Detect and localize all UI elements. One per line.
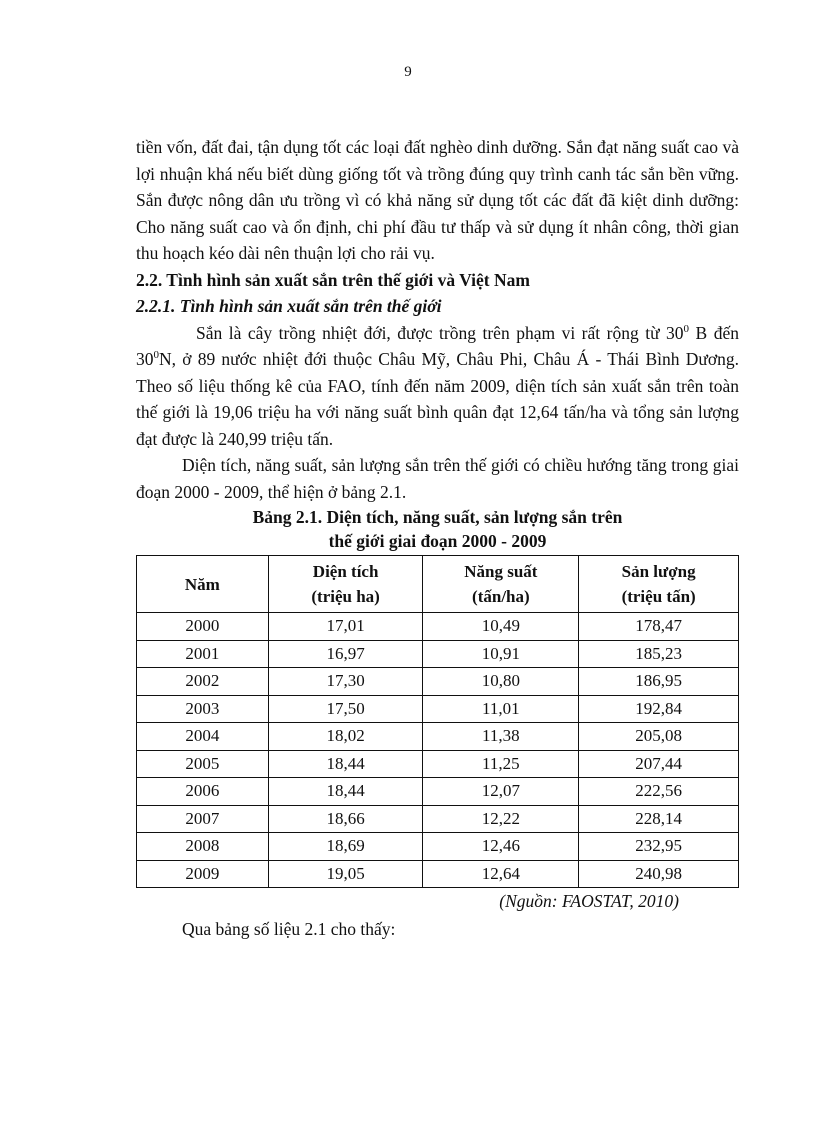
table-cell: 10,49 <box>423 613 579 641</box>
table-cell: 17,01 <box>268 613 423 641</box>
table-cell: 232,95 <box>579 833 739 861</box>
table-cell: 2003 <box>137 695 269 723</box>
table-cell: 18,02 <box>268 723 423 751</box>
table-cell: 205,08 <box>579 723 739 751</box>
table-cell: 18,44 <box>268 750 423 778</box>
table-cell: 11,38 <box>423 723 579 751</box>
table-cell: 11,01 <box>423 695 579 723</box>
table-cell: 2004 <box>137 723 269 751</box>
table-row <box>137 805 739 833</box>
table-row <box>137 833 739 861</box>
table-cell: 222,56 <box>579 778 739 806</box>
table-cell: 17,30 <box>268 668 423 696</box>
table-cell: 2009 <box>137 860 269 888</box>
table-cell: 12,64 <box>423 860 579 888</box>
header-output: Sản lượng (triệu tấn) <box>579 556 739 613</box>
paragraph-cassava-overview: Sắn là cây trồng nhiệt đới, được trồng trên phạm vi rất rộng từ $30^0$ B đến $30^0N$, ở 89 nước nhiệt đới thuộc Châu Mỹ, Châu Phi, Châu Á - Thái Bình Dương. Theo số liệu thống kê của FAO, tính đến năm 2009, diện tích sản xuất sắn trên toàn thế giới là 19,06 triệu ha với năng suất bình quân đạt 12,64 tấn/ha và tổng sản lượng đạt được là 240,99 triệu tấn. <box>136 322 739 449</box>
header-area: Diện tích (triệu ha) <box>268 556 423 613</box>
table-cell: 12,46 <box>423 833 579 861</box>
header-year: Năm <box>137 556 269 613</box>
document-body <box>136 134 739 943</box>
table-cell: 2006 <box>137 778 269 806</box>
page-number: 9 <box>404 64 412 80</box>
table-row <box>137 750 739 778</box>
table-cell: 186,95 <box>579 668 739 696</box>
table-cell: 12,07 <box>423 778 579 806</box>
cassava-production-table <box>136 555 739 888</box>
table-cell: 178,47 <box>579 613 739 641</box>
table-cell: 10,80 <box>423 668 579 696</box>
section-heading-2-2: 2.2. Tình hình sản xuất sắn trên thế giới và Việt Nam <box>136 269 530 290</box>
table-cell: 10,91 <box>423 640 579 668</box>
table-header-row <box>137 556 739 613</box>
table-caption-line2: thế giới giai đoạn 2000 - 2009 <box>328 531 547 551</box>
paragraph-trend: Diện tích, năng suất, sản lượng sắn trên thế giới có chiều hướng tăng trong giai đoạn 2000 - 2009, thể hiện ở bảng 2.1. <box>136 455 739 502</box>
table-cell: 18,66 <box>268 805 423 833</box>
table-row <box>137 640 739 668</box>
table-cell: 240,98 <box>579 860 739 888</box>
table-source: (Nguồn: FAOSTAT, 2010) <box>499 891 679 911</box>
table-cell: 19,05 <box>268 860 423 888</box>
paragraph-closing: Qua bảng số liệu 2.1 cho thấy: <box>182 919 396 939</box>
table-row <box>137 668 739 696</box>
table-cell: 11,25 <box>423 750 579 778</box>
table-row <box>137 723 739 751</box>
paragraph-continuation: tiền vốn, đất đai, tận dụng tốt các loại đất nghèo dinh dưỡng. Sắn đạt năng suất cao và lợi nhuận khá nếu biết dùng giống tốt và trồng đúng quy trình canh tác sắn bền vững. Sắn được nông dân ưu trồng vì có khả năng sử dụng tốt các đất đã kiệt dinh dưỡng: Cho năng suất cao và ổn định, chi phí đầu tư thấp và sử dụng ít nhân công, thời gian thu hoạch kéo dài nên thuận lợi cho rải vụ. <box>136 137 739 263</box>
header-yield: Năng suất (tấn/ha) <box>423 556 579 613</box>
table-cell: 2007 <box>137 805 269 833</box>
table-cell: 192,84 <box>579 695 739 723</box>
table-cell: 2002 <box>137 668 269 696</box>
table-cell: 2000 <box>137 613 269 641</box>
table-row <box>137 778 739 806</box>
table-cell: 12,22 <box>423 805 579 833</box>
table-caption-line1: Bảng 2.1. Diện tích, năng suất, sản lượng sắn trên <box>252 507 623 527</box>
table-cell: 2008 <box>137 833 269 861</box>
table-cell: 207,44 <box>579 750 739 778</box>
table-cell: 18,69 <box>268 833 423 861</box>
subsection-heading-2-2-1: 2.2.1. Tình hình sản xuất sắn trên thế giới <box>136 296 442 316</box>
table-cell: 2005 <box>137 750 269 778</box>
table-cell: 185,23 <box>579 640 739 668</box>
table-row <box>137 613 739 641</box>
table-cell: 2001 <box>137 640 269 668</box>
table-row <box>137 860 739 888</box>
table-row <box>137 695 739 723</box>
table-cell: 16,97 <box>268 640 423 668</box>
table-cell: 228,14 <box>579 805 739 833</box>
table-cell: 18,44 <box>268 778 423 806</box>
table-cell: 17,50 <box>268 695 423 723</box>
